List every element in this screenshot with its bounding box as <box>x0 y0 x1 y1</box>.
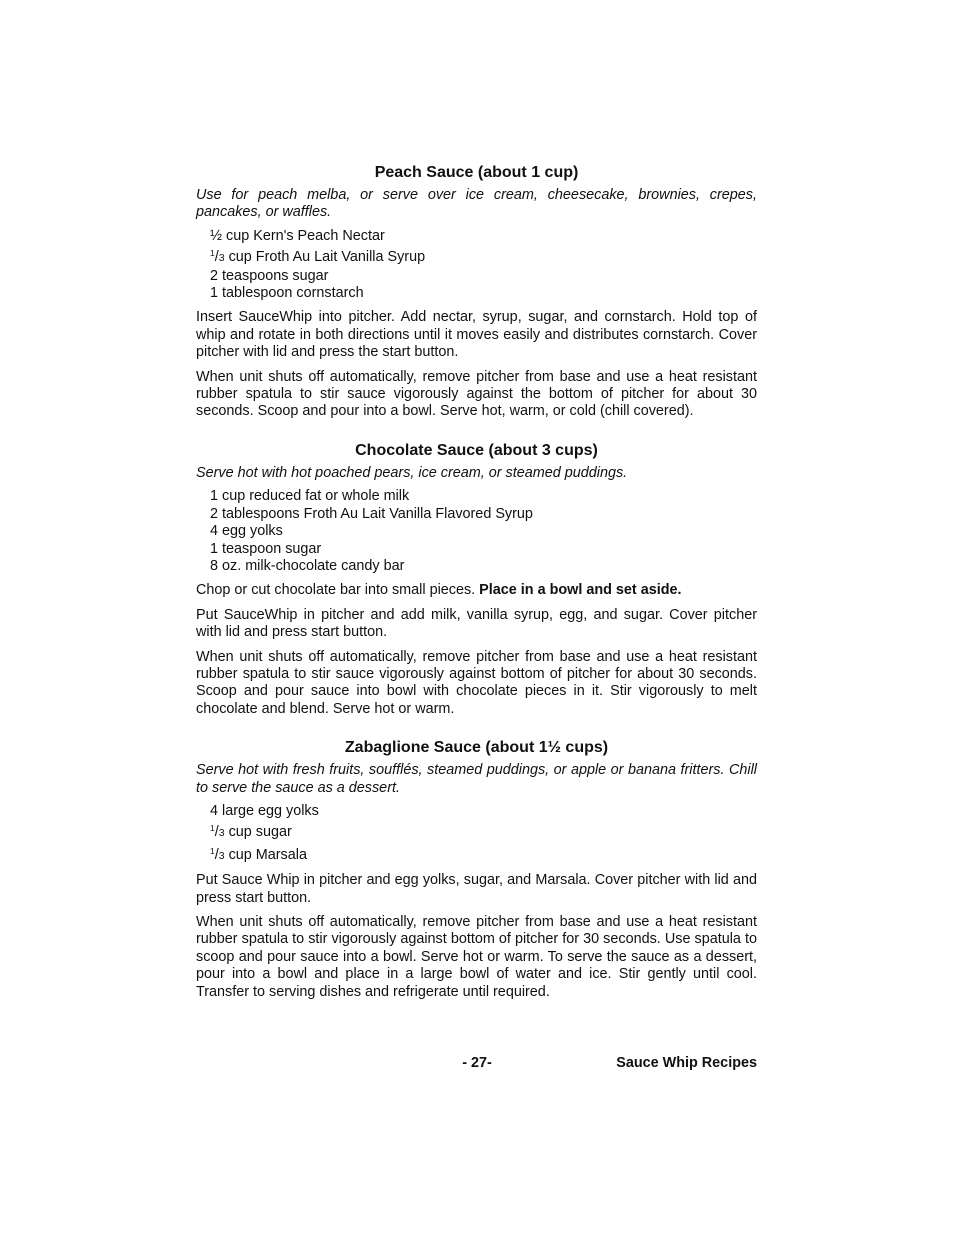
recipe-step: Put Sauce Whip in pitcher and egg yolks, sugar, and Marsala. Cover pitcher with lid and press start button. <box>196 872 757 906</box>
ingredient-item: 1 cup reduced fat or whole milk <box>210 488 410 505</box>
ingredient-list <box>210 803 757 865</box>
ingredient-item: 1 tablespoon cornstarch <box>210 285 364 302</box>
ingredient-text: cup Froth Au Lait Vanilla Syrup <box>224 249 426 266</box>
recipe-yield: (about 1 cup) <box>477 164 579 181</box>
fraction-denominator: 3 <box>218 252 225 265</box>
recipe-step: When unit shuts off automatically, remove pitcher from base and use a heat resistant rubber spatula to stir vigorously against bottom of pitcher for 30 seconds. Use spatula to scoop and pour sauce into a bowl. Serve hot or warm. To serve the sauce as a dessert, pour into a bowl and place in a large bowl of water and ice. Stir gently until cool. Transfer to serving dishes and refrigerate until required. <box>196 914 757 1000</box>
recipe-chocolate-sauce <box>196 440 757 718</box>
fraction-numerator: 1 <box>210 823 215 834</box>
ingredient-item: 2 tablespoons Froth Au Lait Vanilla Flavored Syrup <box>210 505 533 522</box>
footer-section-title: Sauce Whip Recipes <box>616 1055 757 1071</box>
ingredient-item: 4 large egg yolks <box>210 802 319 819</box>
recipe-intro: Use for peach melba, or serve over ice cream, cheesecake, brownies, crepes, pancakes, or waffles. <box>196 187 757 221</box>
ingredient-item: $^1$/3 cup Marsala <box>210 845 307 863</box>
step-emphasis: Place in a bowl and set aside. <box>479 582 682 599</box>
recipe-yield: (about 1½ cups) <box>485 739 609 757</box>
step-text: Chop or cut chocolate bar into small pieces. <box>196 582 480 599</box>
recipe-name: Chocolate Sauce <box>355 441 485 459</box>
recipe-zabaglione-sauce <box>196 737 757 1001</box>
recipe-intro: Serve hot with fresh fruits, soufflés, steamed puddings, or apple or banana fritters. Chill to serve the sauce as a dessert. <box>196 762 757 796</box>
ingredient-item: $^1$/3 cup Froth Au Lait Vanilla Syrup <box>210 248 426 266</box>
ingredient-item: 4 egg yolks <box>210 523 283 540</box>
recipe-intro: Serve hot with hot poached pears, ice cream, or steamed puddings. <box>196 464 628 481</box>
recipe-step <box>196 582 757 599</box>
recipe-yield: (about 3 cups) <box>488 441 598 459</box>
recipe-step: When unit shuts off automatically, remove pitcher from base and use a heat resistant rubber spatula to stir sauce vigorously against the bottom of pitcher for about 30 seconds. Scoop and pour into a bowl. Serve hot, warm, or cold (chill covered). <box>196 368 757 420</box>
recipe-step: Put SauceWhip in pitcher and add milk, vanilla syrup, egg, and sugar. Cover pitcher with lid and press start button. <box>196 606 757 641</box>
fraction-denominator: 3 <box>218 827 225 840</box>
ingredient-text: cup Marsala <box>224 846 307 863</box>
recipe-title <box>196 440 757 462</box>
page-content <box>196 162 757 1008</box>
recipe-title <box>196 162 757 184</box>
ingredient-text: cup Kern's Peach Nectar <box>222 227 385 244</box>
ingredient-item: $^1$/3 cup sugar <box>210 823 292 841</box>
fraction-numerator: 1 <box>210 845 215 856</box>
recipe-title <box>196 737 757 759</box>
ingredient-text: cup sugar <box>224 824 292 841</box>
recipe-name: Zabaglione Sauce <box>344 739 481 757</box>
recipe-step: Insert SauceWhip into pitcher. Add nectar, syrup, sugar, and cornstarch. Hold top of whip and rotate in both directions until it moves easily and distributes cornstarch. Cover pitcher with lid and press the start button. <box>196 309 757 361</box>
ingredient-item <box>210 228 757 245</box>
recipe-peach-sauce <box>196 162 757 421</box>
ingredient-list <box>210 488 757 575</box>
fraction-denominator: 3 <box>218 849 225 862</box>
ingredient-item: 8 oz. milk-chocolate candy bar <box>210 557 405 574</box>
page-number: - 27- <box>462 1055 492 1071</box>
ingredient-list <box>210 228 757 303</box>
ingredient-fraction: ½ <box>210 227 223 244</box>
recipe-name: Peach Sauce <box>374 164 474 181</box>
ingredient-item: 2 teaspoons sugar <box>210 267 329 284</box>
ingredient-item: 1 teaspoon sugar <box>210 540 322 557</box>
recipe-step: When unit shuts off automatically, remove pitcher from base and use a heat resistant rubber spatula to stir sauce vigorously against bottom of pitcher for about 30 seconds. Scoop and pour sauce into bowl with chocolate pieces in it. Stir vigorously to melt chocolate and blend. Serve hot or warm. <box>196 648 757 717</box>
fraction-numerator: 1 <box>210 248 215 259</box>
